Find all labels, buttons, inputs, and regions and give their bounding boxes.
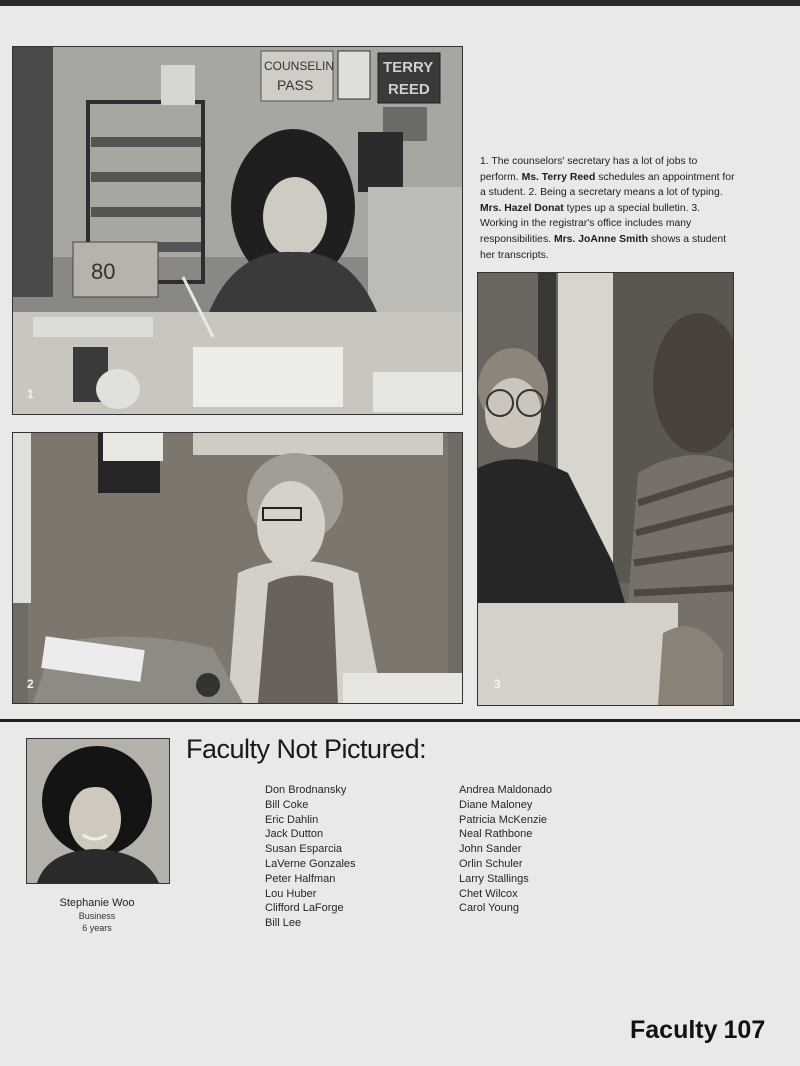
faculty-name: Andrea Maldonado: [459, 784, 552, 796]
faculty-name: Clifford LaForge: [265, 902, 344, 915]
photo-counselors-secretary: [12, 46, 463, 415]
caption-text-2a: Being a secretary means a lot of typing.: [540, 187, 723, 199]
folio-page-number: 107: [723, 1016, 766, 1044]
faculty-name: Patricia McKenzie: [459, 813, 548, 826]
photo-typing-secretary: [12, 432, 463, 704]
sign-terry-reed: TERRY: [383, 59, 434, 76]
caption-num-2: 2.: [528, 187, 538, 199]
caption-text-1a: The counselors' secretary has a lot of jobs to perform.: [480, 156, 698, 183]
faculty-name: LaVerne Gonzales: [265, 857, 356, 870]
folio-section: Faculty: [630, 1016, 718, 1044]
caption-name-hazel-donat: Mrs. Hazel Donat: [480, 202, 564, 214]
photo-caption: [480, 154, 736, 263]
faculty-name: Peter Halfman: [265, 872, 336, 885]
sign-counseling-pass-line2: PASS: [277, 77, 314, 93]
faculty-name: Chet Wilcox: [459, 887, 518, 900]
names-column-1: [265, 783, 356, 931]
caption-name-joanne-smith: Mrs. JoAnne Smith: [553, 233, 649, 245]
caption-name-terry-reed: Ms. Terry Reed: [521, 171, 596, 183]
faculty-name: Bill Lee: [265, 917, 302, 930]
caption-text-3a: Working in the registrar's office includes many responsibilities.: [480, 218, 692, 245]
faculty-name: Orlin Schuler: [459, 857, 523, 870]
photo-number-2: 2: [27, 677, 34, 691]
names-column-2: [459, 783, 552, 916]
faculty-name: Diane Maloney: [459, 798, 533, 811]
faculty-name: Carol Young: [459, 902, 519, 915]
faculty-name: Eric Dahlin: [265, 813, 319, 826]
portrait-department: Business: [78, 911, 116, 921]
portrait-name: Stephanie Woo: [59, 897, 135, 909]
portrait-photo: [26, 738, 170, 884]
faculty-name: Bill Coke: [265, 798, 309, 811]
section-title: Faculty Not Pictured:: [186, 734, 427, 764]
photo-number-1: 1: [27, 387, 34, 401]
faculty-name: Don Brodnansky: [265, 784, 347, 796]
sign-counseling-pass: COUNSELIN: [264, 59, 335, 73]
photo-registrar-office: [477, 272, 734, 706]
caption-num-1: 1.: [480, 156, 489, 167]
photo-number-3: 3: [494, 677, 501, 691]
caption-text-1b: schedules an appointment for a student.: [480, 171, 735, 199]
faculty-name: Lou Huber: [265, 887, 317, 900]
faculty-name: Susan Esparcia: [265, 843, 343, 856]
page-folio: [630, 1016, 765, 1045]
box-label: 80: [91, 259, 116, 284]
sign-terry-reed-line2: REED: [388, 81, 430, 98]
caption-text-3b: shows a student her transcripts.: [480, 233, 727, 261]
faculty-name: John Sander: [459, 843, 522, 856]
section-divider: [0, 719, 800, 722]
portrait-years: 6 years: [82, 923, 112, 933]
caption-num-3: 3.: [691, 202, 701, 214]
faculty-name: Jack Dutton: [265, 828, 324, 841]
caption-text-2b: types up a special bulletin.: [566, 202, 689, 214]
faculty-name: Larry Stallings: [459, 872, 529, 885]
top-rule: [0, 0, 800, 6]
faculty-name: Neal Rathbone: [459, 828, 533, 841]
